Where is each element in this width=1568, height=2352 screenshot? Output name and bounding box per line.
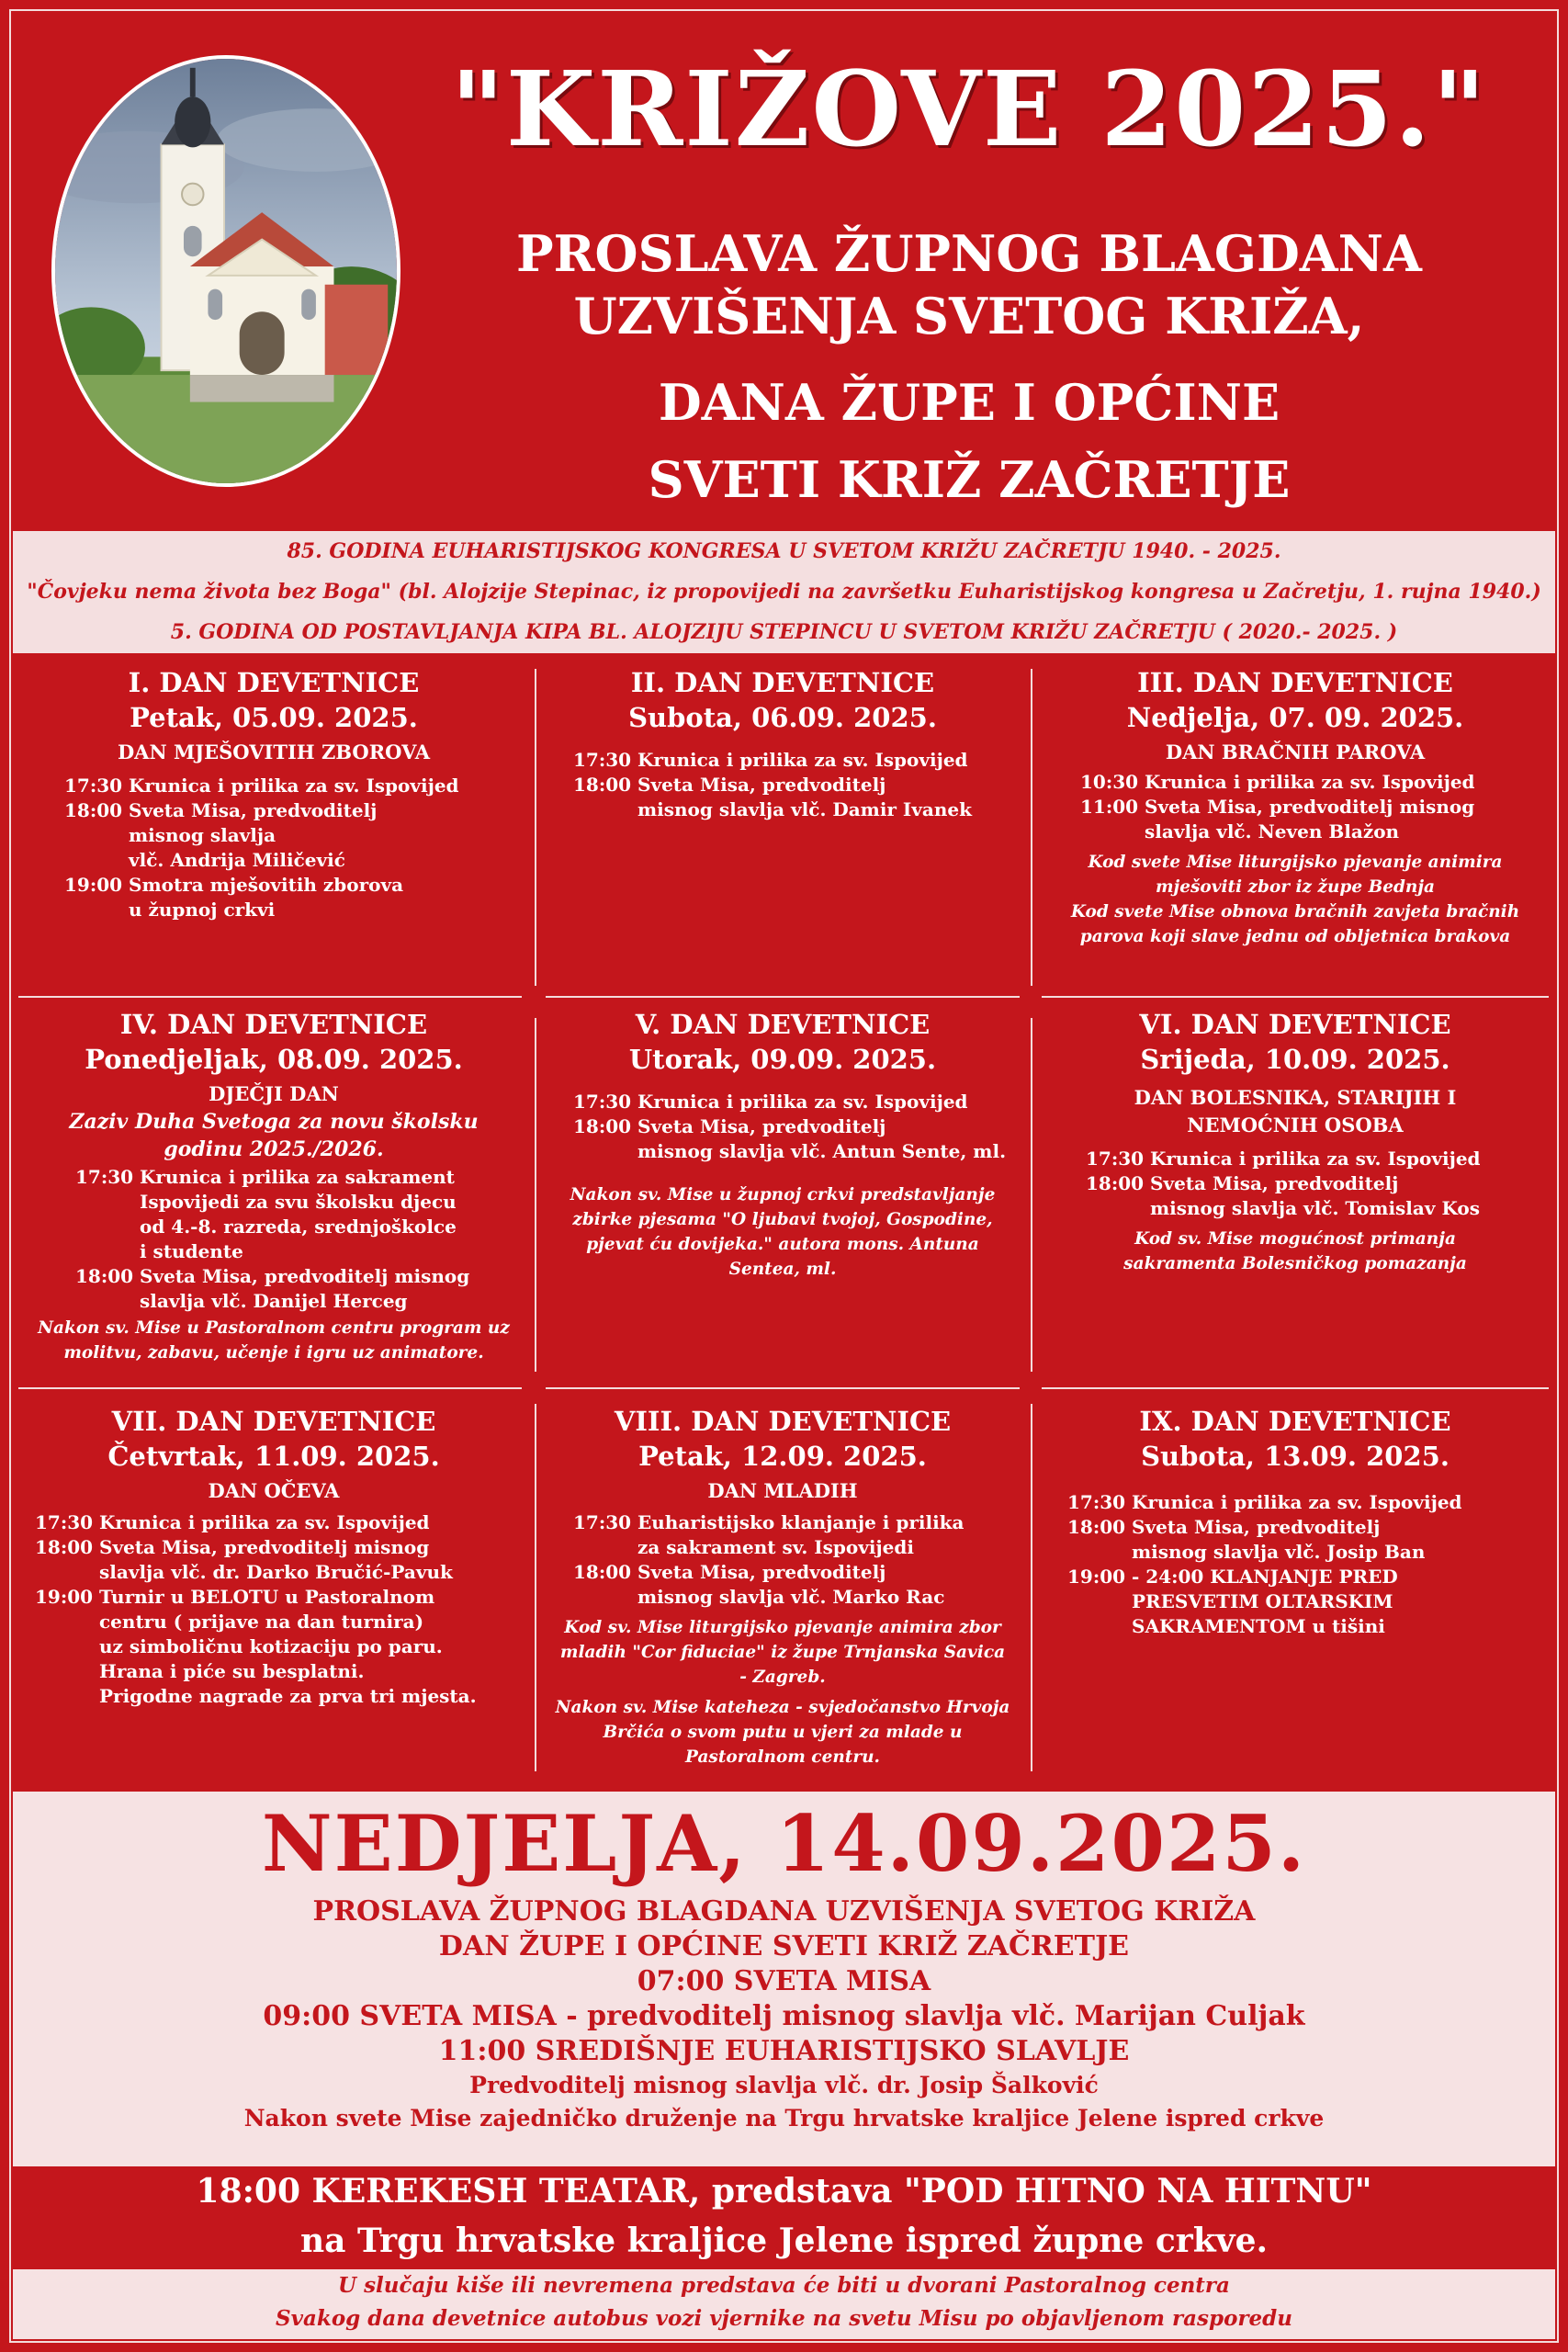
day-title: VII. DAN DEVETNICE xyxy=(111,1406,436,1437)
sunday-band xyxy=(13,1792,1555,2166)
theatre-line: na Trgu hrvatske kraljice Jelene ispred župne crkve. xyxy=(299,2222,1269,2260)
subtitle-line-3: DANA ŽUPE I OPĆINE xyxy=(658,373,1280,432)
grid-divider xyxy=(18,996,522,998)
day-title: IX. DAN DEVETNICE xyxy=(1139,1406,1451,1437)
grid-divider xyxy=(1042,1387,1549,1389)
sunday-line: PROSLAVA ŽUPNOG BLAGDANA UZVIŠENJA SVETOG KRIŽA xyxy=(312,1895,1256,1928)
day-card xyxy=(531,1404,1034,1770)
footer-band xyxy=(13,2269,1555,2339)
schedule-line: uz simboličnu kotizaciju po paru. xyxy=(99,1635,443,1657)
day-theme: DAN MJEŠOVITIH ZBOROVA xyxy=(117,741,431,763)
schedule-line: centru ( prijave na dan turnira) xyxy=(99,1611,424,1633)
schedule-line: 18:00 Sveta Misa, predvoditelj xyxy=(573,1561,886,1583)
sunday-line: DAN ŽUPE I OPĆINE SVETI KRIŽ ZAČRETJE xyxy=(438,1930,1130,1962)
day-card xyxy=(531,665,1034,822)
schedule-line: u župnoj crkvi xyxy=(129,899,276,921)
schedule-line: 17:30 Krunica i prilika za sv. Ispovijed xyxy=(1086,1148,1481,1170)
sunday-line: 07:00 SVETA MISA xyxy=(637,1965,931,1997)
schedule-line: misnog slavlja vlč. Josip Ban xyxy=(1132,1541,1426,1563)
theatre-line: 18:00 KEREKESH TEATAR, predstava "POD HITNO NA HITNU" xyxy=(196,2172,1372,2211)
day-theme-italic: Zaziv Duha Svetoga za novu školsku godinu 2025./2026. xyxy=(69,1110,479,1161)
day-date: Četvrtak, 11.09. 2025. xyxy=(107,1441,440,1472)
day-theme: DJEČJI DAN xyxy=(209,1082,339,1105)
schedule-line: slavlja vlč. Neven Blažon xyxy=(1145,820,1400,842)
day-card xyxy=(1043,665,1547,949)
sunday-line: 09:00 SVETA MISA - predvoditelj misnog slavlja vlč. Marijan Culjak xyxy=(263,2000,1305,2032)
day-date: Ponedjeljak, 08.09. 2025. xyxy=(85,1044,463,1075)
intro-line-congress: 85. GODINA EUHARISTIJSKOG KONGRESA U SVETOM KRIŽU ZAČRETJU 1940. - 2025. xyxy=(287,539,1281,563)
day-note: Nakon sv. Mise kateheza - svjedočanstvo Hrvoja Brčića o svom putu u vjeri za mlade u Pastoralnom centru. xyxy=(555,1698,1010,1767)
schedule-line: 18:00 Sveta Misa, predvoditelj xyxy=(64,799,378,821)
schedule-line: 17:30 Krunica i prilika za sv. Ispovijed xyxy=(573,749,968,771)
grid-divider xyxy=(18,1387,522,1389)
day-card xyxy=(22,665,525,922)
sunday-date: NEDJELJA, 14.09.2025. xyxy=(261,1798,1307,1889)
day-title: VIII. DAN DEVETNICE xyxy=(614,1406,952,1437)
schedule-line: misnog slavlja vlč. Damir Ivanek xyxy=(637,798,972,820)
day-card xyxy=(1043,1007,1547,1276)
schedule-line: 17:30 Krunica i prilika za sv. Ispovijed xyxy=(35,1511,430,1533)
schedule-line: slavlja vlč. dr. Darko Bručić-Pavuk xyxy=(99,1561,453,1583)
day-date: Petak, 12.09. 2025. xyxy=(638,1441,927,1472)
schedule-line: 17:30 Krunica i prilika za sv. Ispovijed xyxy=(64,775,459,797)
schedule-line: misnog slavlja vlč. Marko Rac xyxy=(637,1586,945,1608)
day-date: Srijeda, 10.09. 2025. xyxy=(1140,1044,1450,1075)
day-title: I. DAN DEVETNICE xyxy=(128,667,420,698)
schedule-line: 17:30 Krunica i prilika za sakrament xyxy=(75,1166,455,1188)
schedule-line: 19:00 Turnir u BELOTU u Pastoralnom xyxy=(35,1586,435,1608)
grid-divider xyxy=(1042,996,1549,998)
day-date: Nedjelja, 07. 09. 2025. xyxy=(1126,702,1464,733)
schedule-line: SAKRAMENTOM u tišini xyxy=(1132,1615,1385,1637)
day-theme: DAN BOLESNIKA, STARIJIH I NEMOĆNIH OSOBA xyxy=(1134,1086,1457,1136)
schedule-line: Ispovijedi za svu školsku djecu xyxy=(140,1191,457,1213)
grid-divider xyxy=(546,996,1020,998)
schedule-line: 17:30 Euharistijsko klanjanje i prilika xyxy=(573,1511,964,1533)
day-note: Kod svete Mise obnova bračnih zavjeta bračnih parova koji slave jednu od obljetnica brakova xyxy=(1070,902,1520,946)
schedule-line: i studente xyxy=(140,1240,243,1262)
intro-line-statue: 5. GODINA OD POSTAVLJANJA KIPA BL. ALOJZIJU STEPINCU U SVETOM KRIŽU ZAČRETJU ( 2020.- 2025. ) xyxy=(170,620,1398,644)
theatre-announcement xyxy=(13,2166,1555,2269)
day-theme: DAN BRAČNIH PAROVA xyxy=(1165,741,1426,763)
footer-line: U slučaju kiše ili nevremena predstava će biti u dvorani Pastoralnog centra xyxy=(338,2273,1230,2298)
schedule-line: misnog slavlja vlč. Tomislav Kos xyxy=(1150,1197,1480,1219)
church-photo xyxy=(51,55,400,487)
schedule-line: od 4.-8. razreda, srednjoškolce xyxy=(140,1216,457,1238)
day-note: Nakon sv. Mise u župnoj crkvi predstavljanje zbirke pjesama "O ljubavi tvojoj, Gospodine, pjevat ću dovijeka." autora mons. Antuna Sentea, ml. xyxy=(570,1185,996,1279)
intro-band xyxy=(13,531,1555,653)
schedule-line: 19:00 - 24:00 KLANJANJE PRED xyxy=(1067,1566,1398,1588)
sunday-small-line: Nakon svete Mise zajedničko druženje na Trgu hrvatske kraljice Jelene ispred crkve xyxy=(243,2105,1325,2132)
grid-divider xyxy=(546,1387,1020,1389)
subtitle-line-2: UZVIŠENJA SVETOG KRIŽA, xyxy=(573,287,1365,345)
schedule-line: 18:00 Sveta Misa, predvoditelj xyxy=(573,774,886,796)
day-date: Subota, 06.09. 2025. xyxy=(628,702,937,733)
sunday-line: 11:00 SREDIŠNJE EUHARISTIJSKO SLAVLJE xyxy=(438,2035,1130,2067)
day-date: Petak, 05.09. 2025. xyxy=(130,702,418,733)
day-note: Kod svete Mise liturgijsko pjevanje animira mješoviti zbor iz župe Bednja xyxy=(1088,853,1503,897)
schedule-line: misnog slavlja xyxy=(129,824,276,846)
schedule-line: 17:30 Krunica i prilika za sv. Ispovijed xyxy=(1067,1491,1462,1513)
footer-line: Svakog dana devetnice autobus vozi vjernike na svetu Misu po objavljenom rasporedu xyxy=(276,2306,1292,2331)
subtitle-line-1: PROSLAVA ŽUPNOG BLAGDANA xyxy=(516,224,1422,283)
day-note: Kod sv. Mise mogućnost primanja sakramenta Bolesničkog pomazanja xyxy=(1123,1229,1467,1273)
schedule-line: 18:00 Sveta Misa, predvoditelj misnog xyxy=(75,1265,470,1287)
schedule-line: Hrana i piće su besplatni. xyxy=(99,1660,365,1682)
schedule-line: vlč. Andrija Miličević xyxy=(129,849,345,871)
day-card xyxy=(22,1007,525,1365)
schedule-line: 18:00 Sveta Misa, predvoditelj xyxy=(1067,1516,1381,1538)
schedule-line: slavlja vlč. Danijel Herceg xyxy=(140,1290,408,1312)
day-date: Utorak, 09.09. 2025. xyxy=(628,1044,937,1075)
day-title: II. DAN DEVETNICE xyxy=(630,667,935,698)
intro-line-quote: "Čovjeku nema života bez Boga" (bl. Alojzije Stepinac, iz propovijedi na završetku Euharistijskog kongresa u Začretju, 1. rujna 1940.) xyxy=(27,580,1541,604)
sunday-small-line: Predvoditelj misnog slavlja vlč. dr. Josip Šalković xyxy=(469,2072,1099,2098)
schedule-line: 17:30 Krunica i prilika za sv. Ispovijed xyxy=(573,1091,968,1113)
day-card xyxy=(1043,1404,1547,1639)
day-title: V. DAN DEVETNICE xyxy=(635,1009,931,1040)
day-note: Nakon sv. Mise u Pastoralnom centru program uz molitvu, zabavu, učenje i igru uz animatore. xyxy=(38,1318,510,1363)
day-theme: DAN MLADIH xyxy=(707,1479,858,1502)
schedule-line: 11:00 Sveta Misa, predvoditelj misnog xyxy=(1080,796,1475,818)
day-title: III. DAN DEVETNICE xyxy=(1137,667,1453,698)
schedule-line: za sakrament sv. Ispovijedi xyxy=(637,1536,914,1558)
subtitle-line-4: SVETI KRIŽ ZAČRETJE xyxy=(648,450,1291,509)
day-title: IV. DAN DEVETNICE xyxy=(119,1009,428,1040)
day-title: VI. DAN DEVETNICE xyxy=(1139,1009,1451,1040)
day-card xyxy=(22,1404,525,1709)
day-theme: DAN OČEVA xyxy=(208,1479,340,1502)
schedule-line: misnog slavlja vlč. Antun Sente, ml. xyxy=(637,1140,1007,1162)
church-illustration xyxy=(55,59,397,483)
schedule-line: 18:00 Sveta Misa, predvoditelj misnog xyxy=(35,1536,430,1558)
schedule-line: 18:00 Sveta Misa, predvoditelj xyxy=(1086,1172,1399,1194)
day-note: Kod sv. Mise liturgijsko pjevanje animira zbor mladih "Cor fiduciae" iz župe Trnjanska Savica - Zagreb. xyxy=(559,1618,1006,1687)
day-card xyxy=(531,1007,1034,1282)
schedule-line: 19:00 Smotra mješovitih zborova xyxy=(64,874,404,896)
day-date: Subota, 13.09. 2025. xyxy=(1141,1441,1450,1472)
main-title: "KRIŽOVE 2025." xyxy=(450,50,1488,170)
schedule-line: 10:30 Krunica i prilika za sv. Ispovijed xyxy=(1080,771,1475,793)
schedule-line: Prigodne nagrade za prva tri mjesta. xyxy=(99,1685,477,1707)
schedule-line: PRESVETIM OLTARSKIM xyxy=(1132,1590,1393,1612)
schedule-line: 18:00 Sveta Misa, predvoditelj xyxy=(573,1115,886,1137)
